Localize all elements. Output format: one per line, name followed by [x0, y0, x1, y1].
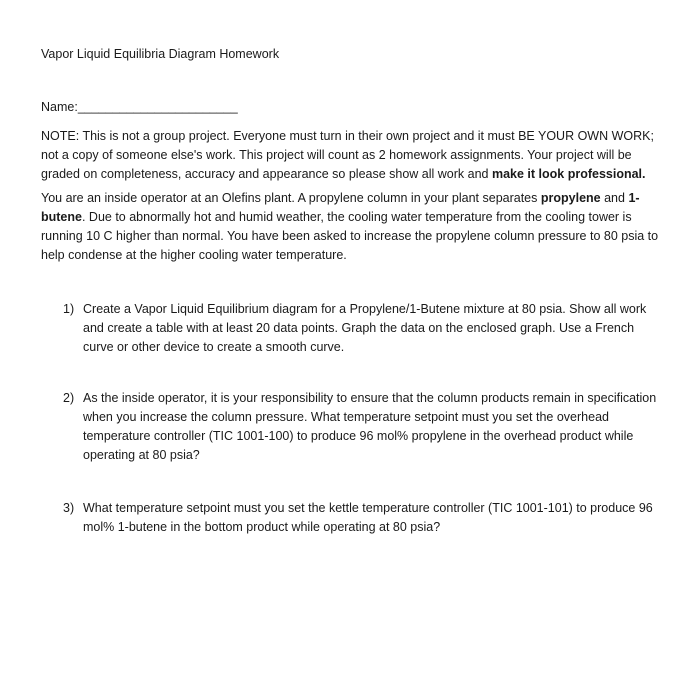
intro-bold-propylene: propylene — [540, 191, 601, 205]
note-text: NOTE: This is not a group project. Everyone must turn in their own project and it must BE YOUR OWN WORK; not a copy of someone else's work. This project will count as 2 homework assignments. Your project will be graded on completeness, accuracy and appearance so please show all work and — [41, 129, 654, 181]
question-number: 2) — [63, 391, 75, 405]
question-text: What temperature setpoint must you set the kettle temperature controller (TIC 1001-101) to produce 96 mol% 1-butene in the bottom product while operating at 80 psia? — [83, 501, 653, 534]
note-paragraph — [41, 127, 666, 184]
question-number: 1) — [63, 302, 75, 316]
name-field-line: Name:_______________________ — [41, 100, 238, 114]
question-2 — [63, 389, 663, 465]
intro-text-2: and — [600, 191, 629, 205]
question-3 — [63, 499, 663, 537]
intro-bold-butene: 1-butene — [41, 191, 640, 224]
intro-paragraph — [41, 189, 666, 265]
question-text: As the inside operator, it is your responsibility to ensure that the column products remain in specification when you increase the column pressure. What temperature setpoint must you set the overhead temperature controller (TIC 1001-100) to produce 96 mol% propylene in the overhead product while operating at 80 psia? — [83, 391, 657, 462]
note-bold-text: make it look professional. — [491, 167, 646, 181]
document-title: Vapor Liquid Equilibria Diagram Homework — [41, 47, 280, 61]
intro-text-1: You are an inside operator at an Olefins plant. A propylene column in your plant separates — [41, 191, 541, 205]
question-number: 3) — [63, 501, 75, 515]
question-1 — [63, 300, 663, 357]
intro-text-3: . Due to abnormally hot and humid weather, the cooling water temperature from the cooling tower is running 10 C higher than normal. You have been asked to increase the propylene column pressure to 80 psia to help condense at the higher cooling water temperature. — [41, 210, 659, 262]
question-text: Create a Vapor Liquid Equilibrium diagram for a Propylene/1-Butene mixture at 80 psia. Show all work and create a table with at least 20 data points. Graph the data on the enclosed graph. Use a French curve or other device to create a smooth curve. — [83, 302, 647, 354]
